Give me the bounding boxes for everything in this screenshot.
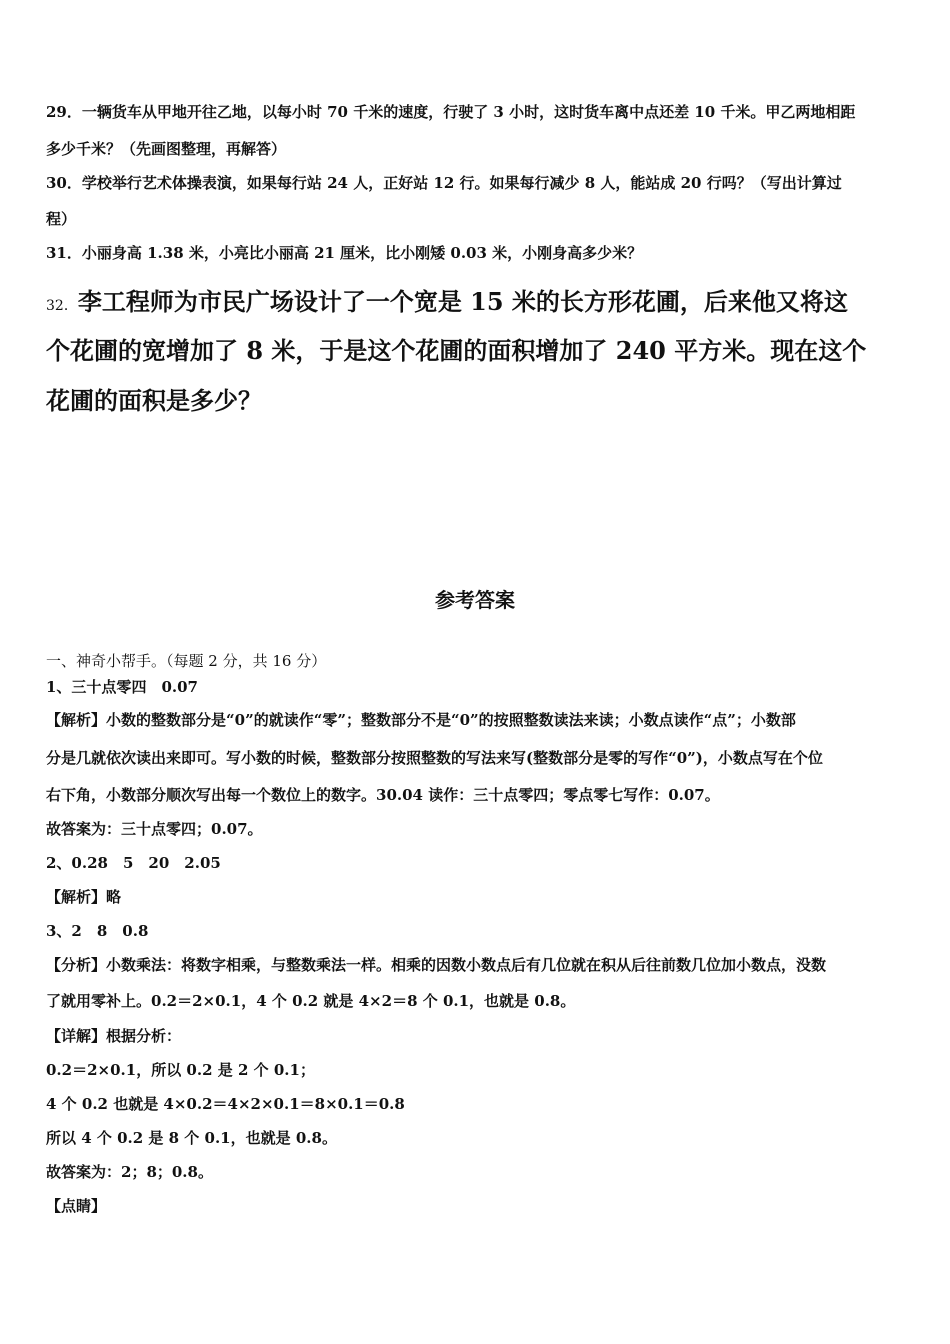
answer-1-analysis-line-2: 分是几就依次读出来即可。写小数的时候，整数部分按照整数的写法来写(整数部分是零的写作“0”)，小数点写在个位 — [46, 749, 823, 767]
section-1-heading: 一、神奇小帮手。（每题 2 分，共 16 分） — [46, 652, 327, 670]
answer-3: 3、2 8 0.8 — [46, 922, 149, 940]
question-29-line-2: 多少千米？（先画图整理，再解答） — [46, 140, 287, 158]
answer-1: 1、三十点零四 0.07 — [46, 678, 198, 696]
answer-3-final: 故答案为：2；8；0.8。 — [46, 1163, 213, 1181]
question-30-line-1: 30．学校举行艺术体操表演，如果每行站 24 人，正好站 12 行。如果每行减少 8 人，能站成 20 行吗？（写出计算过 — [46, 174, 842, 192]
answer-2: 2、0.28 5 20 2.05 — [46, 854, 221, 872]
question-32-line-3: 花圃的面积是多少？ — [46, 386, 262, 415]
answer-3-comment: 【点睛】 — [46, 1197, 107, 1215]
answers-title: 参考答案 — [435, 588, 515, 612]
question-32-line-1 — [46, 286, 908, 322]
question-31: 31．小丽身高 1.38 米，小亮比小丽高 21 厘米，比小刚矮 0.03 米，小刚身高多少米？ — [46, 244, 643, 262]
answer-3-step-1: 0.2＝2×0.1，所以 0.2 是 2 个 0.1； — [46, 1061, 315, 1079]
question-29-line-1: 29．一辆货车从甲地开往乙地，以每小时 70 千米的速度，行驶了 3 小时，这时货车离中点还差 10 千米。甲乙两地相距 — [46, 103, 856, 121]
answer-2-analysis: 【解析】略 — [46, 888, 122, 906]
answer-3-step-2: 4 个 0.2 也就是 4×0.2＝4×2×0.1＝8×0.1＝0.8 — [46, 1095, 405, 1113]
question-32-number: 32． — [46, 298, 78, 314]
question-32-line-2: 个花圃的宽增加了 8 米，于是这个花圃的面积增加了 240 平方米。现在这个 — [46, 336, 867, 365]
answer-3-analysis-line-1: 【分析】小数乘法：将数字相乘，与整数乘法一样。相乘的因数小数点后有几位就在积从后往前数几位加小数点，没数 — [46, 956, 827, 974]
answer-3-analysis-line-2: 了就用零补上。0.2＝2×0.1，4 个 0.2 就是 4×2＝8 个 0.1，也就是 0.8。 — [46, 992, 576, 1010]
answer-3-detail: 【详解】根据分析： — [46, 1027, 182, 1045]
answer-1-final: 故答案为：三十点零四；0.07。 — [46, 820, 263, 838]
question-32-text-1: 李工程师为市民广场设计了一个宽是 15 米的长方形花圃，后来他又将这 — [77, 287, 848, 316]
answer-1-analysis-line-1: 【解析】小数的整数部分是“0”的就读作“零”；整数部分不是“0”的按照整数读法来读；小数点读作“点”；小数部 — [46, 711, 796, 729]
question-30-line-2: 程） — [46, 210, 77, 228]
answer-3-step-3: 所以 4 个 0.2 是 8 个 0.1，也就是 0.8。 — [46, 1129, 337, 1147]
answer-1-analysis-line-3: 右下角，小数部分顺次写出每一个数位上的数字。30.04 读作：三十点零四；零点零七写作：0.07。 — [46, 786, 720, 804]
